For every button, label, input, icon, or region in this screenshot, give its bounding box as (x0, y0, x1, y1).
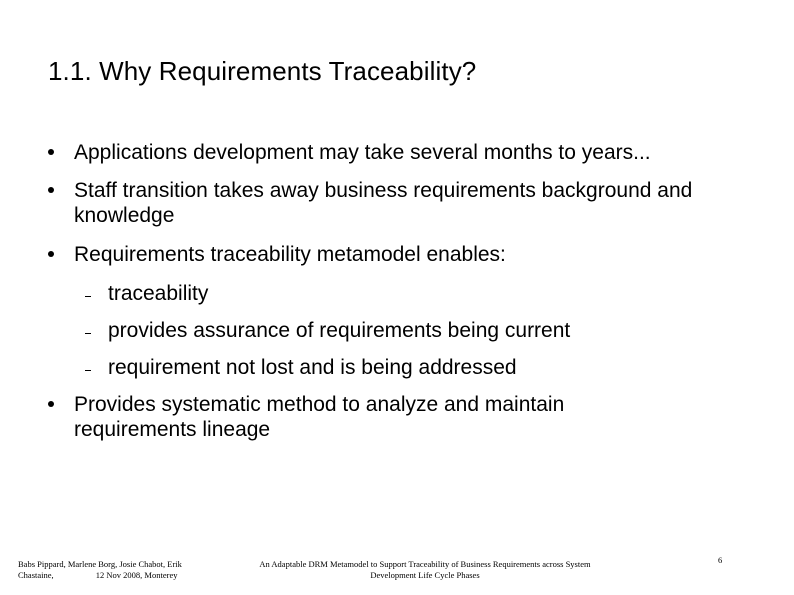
footer-authors-line2 (18, 570, 182, 581)
footer-date: 12 Nov 2008, Monterey (95, 570, 178, 580)
bullet-item (48, 178, 768, 228)
dash-icon (85, 296, 91, 297)
sub-bullet-text: requirement not lost and is being addressed (108, 356, 517, 379)
bullet-item (48, 242, 768, 267)
sub-bullet-text: provides assurance of requirements being current (108, 319, 571, 342)
sub-bullet-item (48, 281, 768, 306)
bullet-list (48, 140, 768, 442)
dash-icon (85, 370, 91, 371)
bullet-text: Provides systematic method to analyze and maintain requirements lineage (74, 393, 565, 441)
footer-title-line1: An Adaptable DRM Metamodel to Support Traceability of Business Requirements across System (259, 559, 591, 569)
bullet-dot-icon (48, 149, 54, 155)
bullet-dot-icon (48, 251, 54, 257)
bullet-text: Requirements traceability metamodel enables: (74, 243, 506, 266)
slide-title: 1.1. Why Requirements Traceability? (48, 56, 477, 86)
footer-title (225, 559, 625, 581)
bullet-dot-icon (48, 401, 54, 407)
bullet-text: Staff transition takes away business requirements background and knowledge (74, 179, 693, 227)
sub-bullet-item (48, 318, 768, 343)
bullet-item (48, 140, 768, 165)
footer-author-name: Chastaine, (18, 570, 54, 580)
footer-authors-line1: Babs Pippard, Marlene Borg, Josie Chabot, Erik (18, 559, 182, 569)
dash-icon (85, 333, 91, 334)
bullet-text: Applications development may take several months to years... (74, 141, 651, 164)
footer-authors (18, 559, 182, 581)
bullet-item (48, 392, 768, 442)
page-number: 6 (718, 555, 723, 565)
bullet-dot-icon (48, 187, 54, 193)
sub-bullet-text: traceability (108, 282, 209, 305)
footer-title-line2: Development Life Cycle Phases (370, 570, 480, 580)
sub-bullet-item (48, 355, 768, 380)
